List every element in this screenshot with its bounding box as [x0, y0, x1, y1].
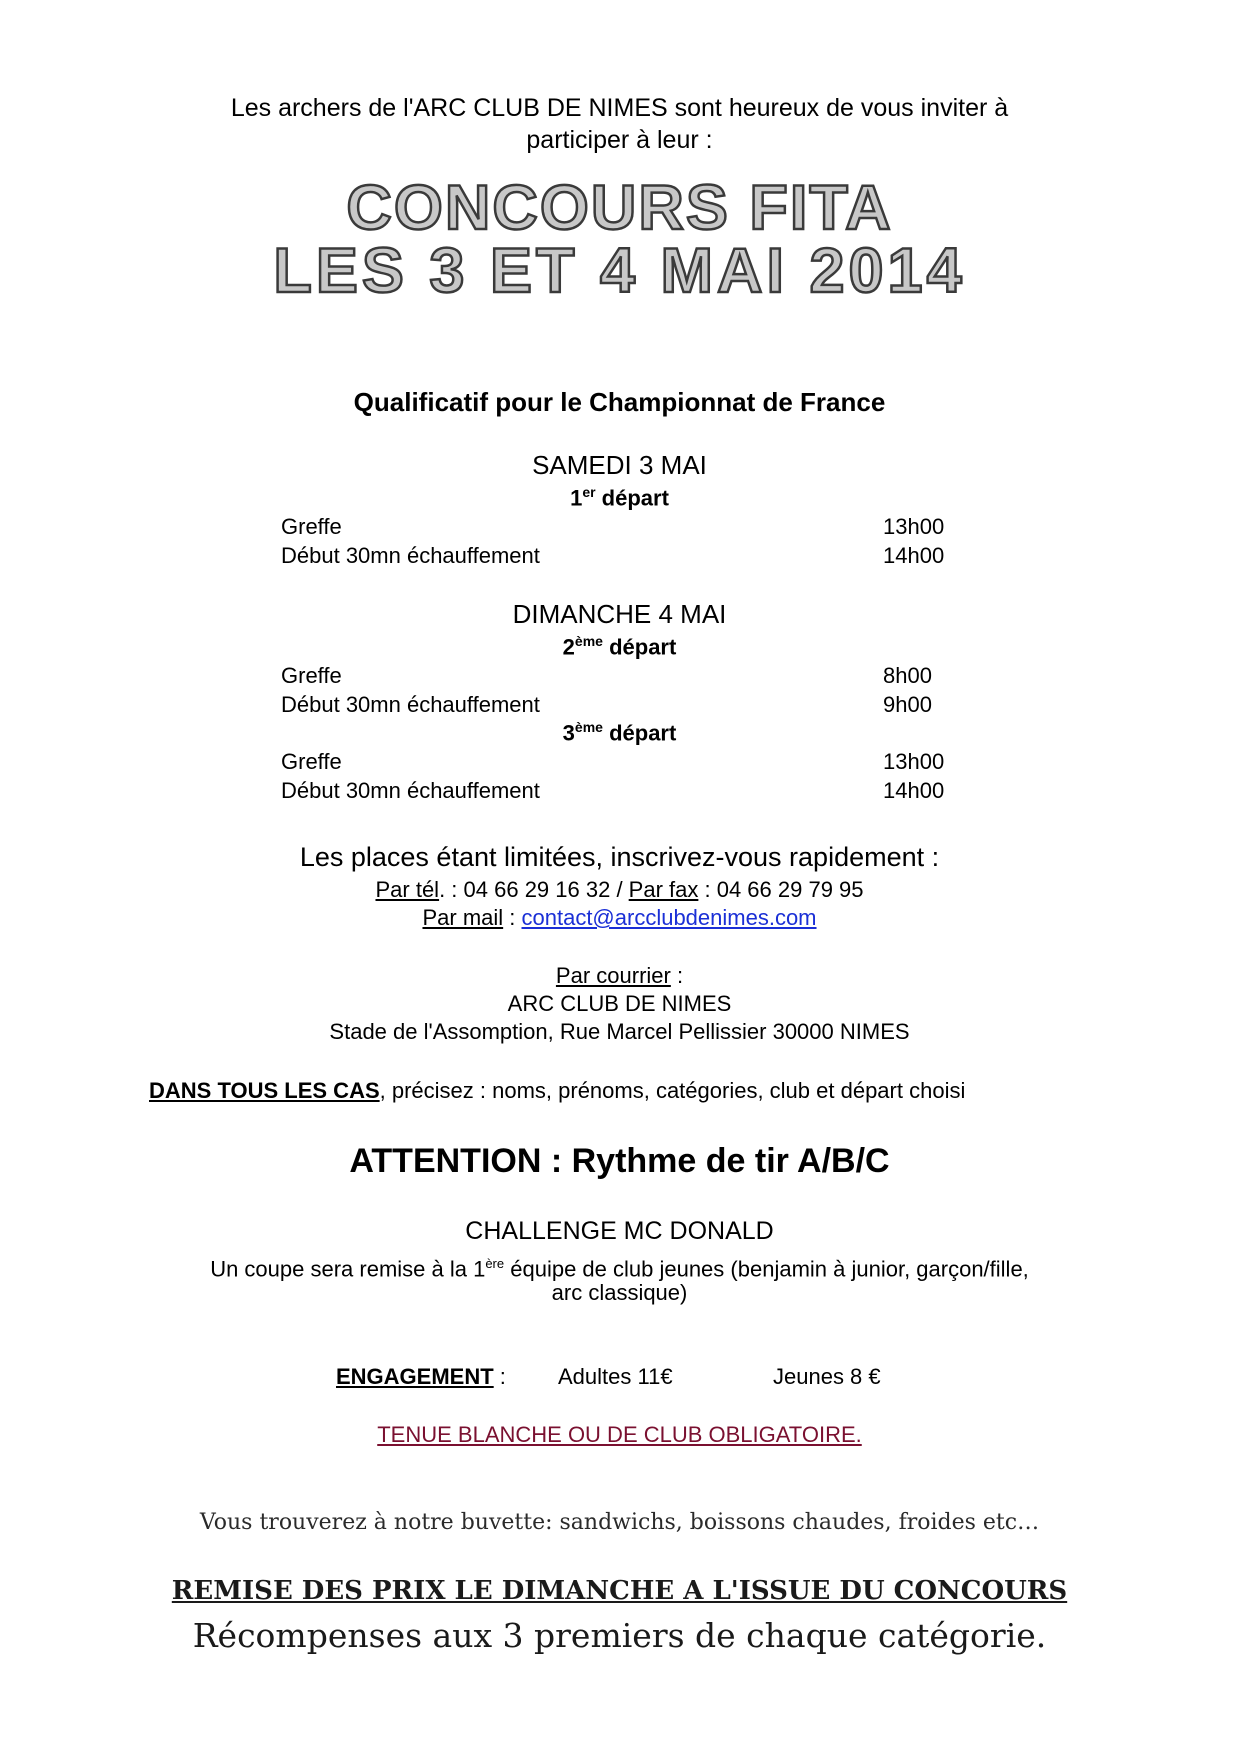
schedule-row-time: 9h00 — [883, 692, 932, 717]
qualification-note: Qualificatif pour le Championnat de France — [353, 387, 886, 417]
club-address: Stade de l'Assomption, Rue Marcel Pellissier 30000 NIMES — [329, 1019, 910, 1044]
challenge-title: CHALLENGE MC DONALD — [465, 1217, 774, 1245]
depart-2-heading: 2ème départ — [562, 633, 677, 660]
tel-label: Par tél — [375, 877, 440, 902]
fax-label: Par fax — [628, 877, 699, 902]
depart-3-heading: 3ème départ — [562, 719, 677, 746]
day-sunday-title: DIMANCHE 4 MAI — [512, 599, 727, 629]
schedule-row-time: 14h00 — [883, 543, 945, 568]
engagement-line: ENGAGEMENT : Adultes 11€ Jeunes 8 € — [336, 1364, 881, 1389]
awards-note: Récompenses aux 3 premiers de chaque catégorie. — [192, 1616, 1047, 1655]
dress-code: TENUE BLANCHE OU DE CLUB OBLIGATOIRE. — [377, 1422, 862, 1447]
tel-value: . : 04 66 29 16 32 / — [439, 877, 629, 902]
schedule-row-label: Début 30mn échauffement — [281, 692, 540, 717]
schedule-row-label: Début 30mn échauffement — [281, 778, 540, 803]
day-saturday-title: SAMEDI 3 MAI — [532, 450, 707, 480]
fax-value: : 04 66 29 79 95 — [698, 877, 864, 902]
awards-heading: REMISE DES PRIX LE DIMANCHE A L'ISSUE DU CONCOURS — [171, 1576, 1068, 1606]
schedule-row-label: Greffe — [281, 514, 342, 539]
engagement-adults: Adultes 11€ — [558, 1364, 673, 1389]
challenge-description-2: arc classique) — [551, 1280, 688, 1305]
schedule-row-time: 13h00 — [883, 749, 945, 774]
phone-fax-line — [0, 876, 1239, 904]
engagement-label: ENGAGEMENT — [336, 1364, 494, 1389]
buvette-note: Vous trouverez à notre buvette: sandwichs, boissons chaudes, froides etc… — [199, 1510, 1040, 1535]
schedule-row-time: 14h00 — [883, 778, 945, 803]
all-cases-note: DANS TOUS LES CAS, précisez : noms, prénoms, catégories, club et départ choisi — [149, 1078, 966, 1103]
schedule-row-label: Greffe — [281, 663, 342, 688]
club-name: ARC CLUB DE NIMES — [507, 991, 732, 1016]
intro-line-2: participer à leur : — [526, 126, 713, 154]
attention-heading: ATTENTION : Rythme de tir A/B/C — [349, 1142, 890, 1180]
courrier-line: Par courrier : — [555, 963, 684, 988]
schedule-row-label: Greffe — [281, 749, 342, 774]
mail-label: Par mail — [422, 905, 504, 930]
intro-line-1: Les archers de l'ARC CLUB DE NIMES sont heureux de vous inviter à — [230, 94, 1009, 122]
mail-line: Par mail : contact@arcclubdenimes.com — [422, 905, 817, 930]
all-cases-label: DANS TOUS LES CAS — [149, 1078, 380, 1103]
challenge-description: Un coupe sera remise à la 1ère équipe de club jeunes (benjamin à junior, garçon/fille, — [210, 1256, 1029, 1282]
registration-notice: Les places étant limitées, inscrivez-vous rapidement : — [299, 842, 940, 872]
email-link[interactable]: contact@arcclubdenimes.com — [521, 905, 817, 930]
depart-1-heading: 1er départ — [570, 484, 669, 511]
schedule-row-label: Début 30mn échauffement — [281, 543, 540, 568]
headline-dates: LES 3 ET 4 MAI 2014 — [273, 236, 966, 306]
schedule-row-time: 13h00 — [883, 514, 945, 539]
engagement-youth: Jeunes 8 € — [773, 1364, 881, 1389]
headline-title: CONCOURS FITA — [346, 173, 893, 243]
schedule-row-time: 8h00 — [883, 663, 932, 688]
courrier-label: Par courrier — [555, 963, 671, 988]
